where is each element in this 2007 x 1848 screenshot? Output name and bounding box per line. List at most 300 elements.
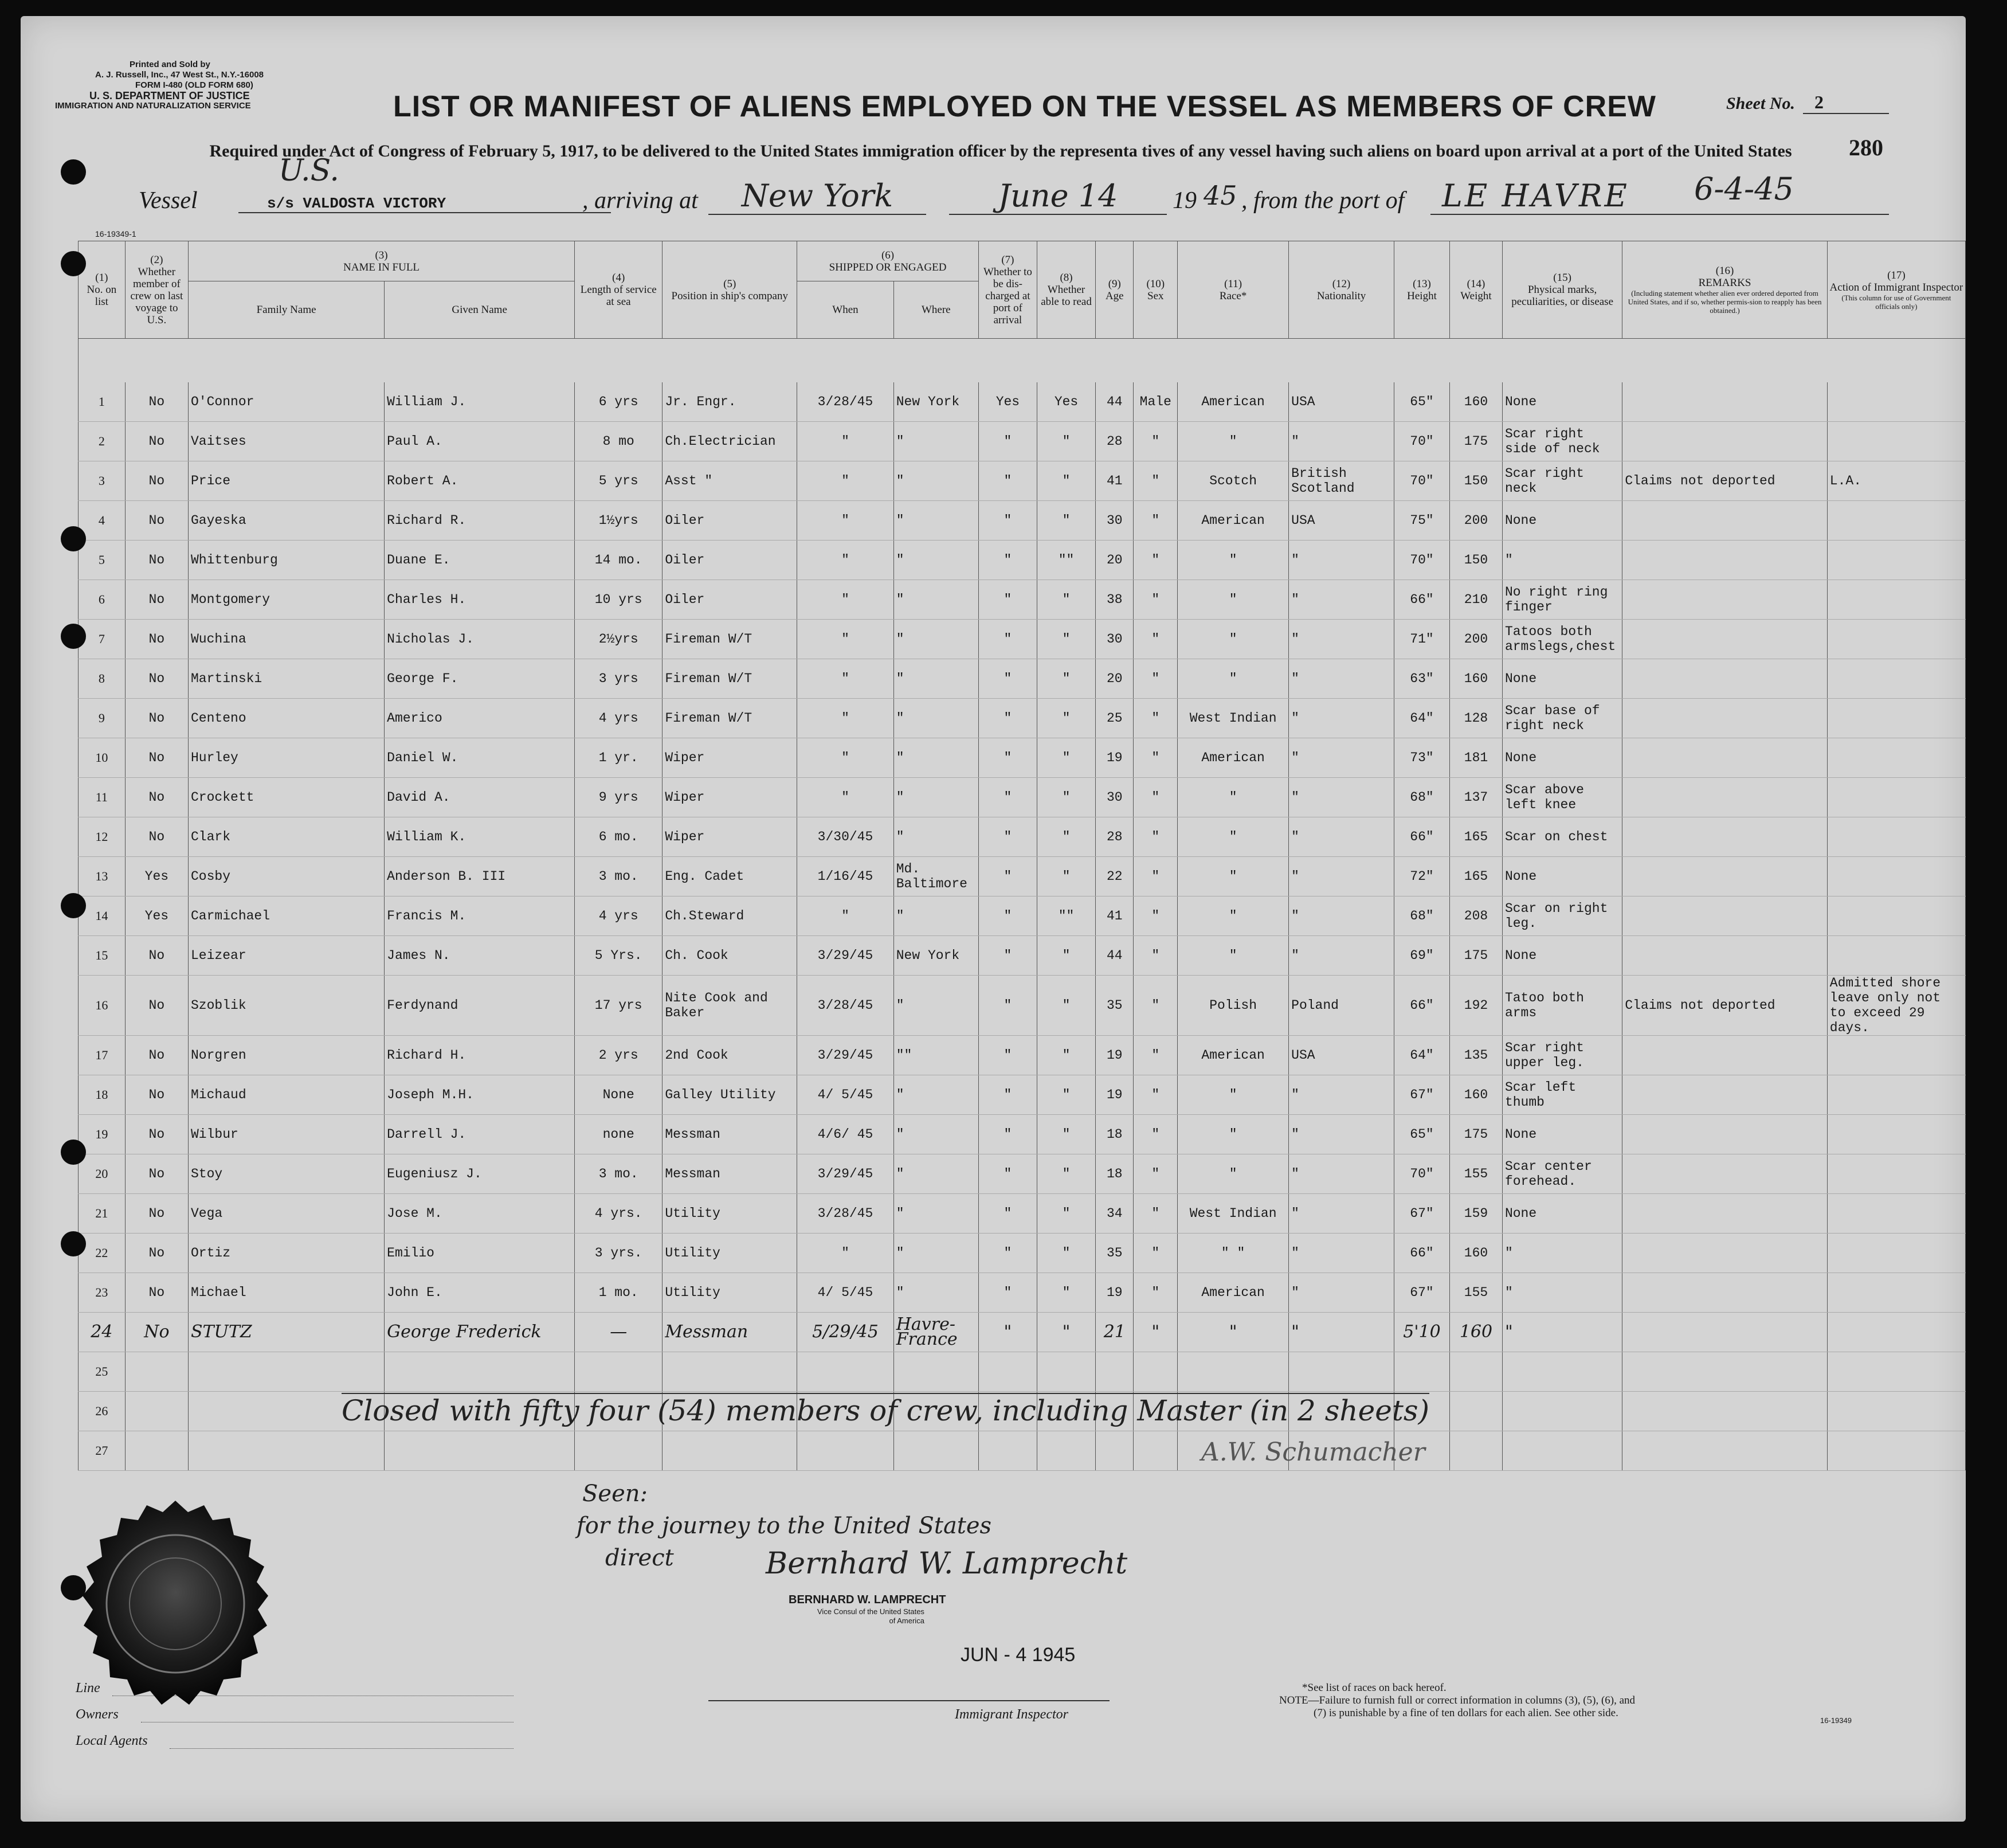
cell-age: 44 xyxy=(1096,382,1134,422)
cell-inspector-action xyxy=(1827,1035,1965,1075)
cell-previous-voyage: No xyxy=(125,1233,188,1273)
departure-port: LE HAVRE xyxy=(1430,178,1889,215)
cell-position: Ch.Electrician xyxy=(663,421,797,461)
cell-previous-voyage: No xyxy=(125,738,188,777)
cell-row-number: 1 xyxy=(79,382,126,422)
cell-able-to-read: " xyxy=(1037,698,1095,738)
cell-inspector-action: L.A. xyxy=(1827,461,1965,500)
cell-service-length: 3 yrs. xyxy=(575,1233,663,1273)
cell-remarks xyxy=(1622,1035,1827,1075)
cell-shipped-when xyxy=(797,1352,894,1391)
cell-physical-marks: None xyxy=(1502,500,1622,540)
cell-previous-voyage: No xyxy=(125,975,188,1035)
cell-discharged: " xyxy=(978,1312,1037,1352)
col-header-discharged: (7) Whether to be dis-charged at port of arrival xyxy=(978,241,1037,339)
cell-shipped-where: "" xyxy=(893,1035,978,1075)
cell-discharged: " xyxy=(978,659,1037,698)
cell-physical-marks: Scar right neck xyxy=(1502,461,1622,500)
cell-family-name: Clark xyxy=(189,817,385,856)
cell-previous-voyage xyxy=(125,1431,188,1470)
cell-race: American xyxy=(1178,1035,1289,1075)
col-header-read: (8) Whether able to read xyxy=(1037,241,1095,339)
cell-shipped-when: 4/ 5/45 xyxy=(797,1075,894,1114)
cell-weight xyxy=(1450,1431,1503,1470)
cell-shipped-where: " xyxy=(893,1193,978,1233)
cell-physical-marks: None xyxy=(1502,1114,1622,1154)
cell-nationality: " xyxy=(1289,1233,1394,1273)
cell-position xyxy=(663,1352,797,1391)
cell-physical-marks: Scar left thumb xyxy=(1502,1075,1622,1114)
cell-weight: 150 xyxy=(1450,461,1503,500)
cell-able-to-read: " xyxy=(1037,580,1095,619)
cell-age: 35 xyxy=(1096,1233,1134,1273)
cell-age: 20 xyxy=(1096,659,1134,698)
cell-sex: " xyxy=(1134,1312,1178,1352)
cell-shipped-when: 3/29/45 xyxy=(797,1154,894,1193)
cell-shipped-when: 5/29/45 xyxy=(797,1312,894,1352)
date-stamp: JUN - 4 1945 xyxy=(961,1644,1076,1666)
cell-inspector-action xyxy=(1827,1391,1965,1431)
cell-discharged: " xyxy=(978,1273,1037,1312)
cell-row-number: 21 xyxy=(79,1193,126,1233)
publisher-line: FORM I-480 (OLD FORM 680) xyxy=(135,80,253,90)
cell-physical-marks: " xyxy=(1502,1273,1622,1312)
cell-shipped-when: 3/29/45 xyxy=(797,935,894,975)
cell-discharged: " xyxy=(978,421,1037,461)
cell-given-name: David A. xyxy=(385,777,575,817)
cell-nationality: " xyxy=(1289,1193,1394,1233)
cell-family-name: Vaitses xyxy=(189,421,385,461)
publisher-line: IMMIGRATION AND NATURALIZATION SERVICE xyxy=(55,101,251,111)
seen-line: direct xyxy=(605,1545,674,1571)
cell-weight: 200 xyxy=(1450,500,1503,540)
cell-shipped-where: " xyxy=(893,500,978,540)
cell-inspector-action xyxy=(1827,1431,1965,1470)
cell-sex: " xyxy=(1134,975,1178,1035)
crew-row xyxy=(79,580,1966,619)
crew-row xyxy=(79,817,1966,856)
cell-position: Fireman W/T xyxy=(663,659,797,698)
cell-position: Oiler xyxy=(663,540,797,580)
cell-remarks xyxy=(1622,382,1827,422)
cell-row-number: 11 xyxy=(79,777,126,817)
cell-nationality: " xyxy=(1289,1114,1394,1154)
cell-service-length: 17 yrs xyxy=(575,975,663,1035)
cell-discharged: " xyxy=(978,975,1037,1035)
cell-able-to-read: " xyxy=(1037,1233,1095,1273)
cell-given-name: Ferdynand xyxy=(385,975,575,1035)
col-header-weight: (14) Weight xyxy=(1450,241,1503,339)
cell-position: Fireman W/T xyxy=(663,619,797,659)
cell-given-name: John E. xyxy=(385,1273,575,1312)
cell-remarks xyxy=(1622,1273,1827,1312)
cell-row-number: 20 xyxy=(79,1154,126,1193)
cell-sex: " xyxy=(1134,1233,1178,1273)
cell-inspector-action xyxy=(1827,382,1965,422)
agents-label: Local Agents xyxy=(76,1733,148,1748)
cell-height: 66" xyxy=(1394,975,1449,1035)
cell-height: 70" xyxy=(1394,461,1449,500)
cell-discharged: " xyxy=(978,540,1037,580)
cell-weight: 155 xyxy=(1450,1273,1503,1312)
cell-shipped-where: " xyxy=(893,738,978,777)
punch-hole xyxy=(61,1231,86,1256)
cell-nationality: " xyxy=(1289,698,1394,738)
cell-previous-voyage: No xyxy=(125,817,188,856)
cell-physical-marks: " xyxy=(1502,1312,1622,1352)
cell-height: 70" xyxy=(1394,540,1449,580)
cell-weight: 160 xyxy=(1450,1312,1503,1352)
cell-previous-voyage: No xyxy=(125,500,188,540)
cell-sex: " xyxy=(1134,659,1178,698)
cell-shipped-where: " xyxy=(893,1154,978,1193)
crew-row xyxy=(79,1273,1966,1312)
cell-discharged: " xyxy=(978,777,1037,817)
consul-signature: Bernhard W. Lamprecht xyxy=(766,1546,1128,1581)
col-header-remarks: (16) REMARKS (Including statement whether alien ever ordered deported from United States, and if so, whether permis-sion to reapply has been obtained.) xyxy=(1622,241,1827,339)
cell-previous-voyage: No xyxy=(125,1114,188,1154)
crew-row xyxy=(79,896,1966,935)
cell-sex: " xyxy=(1134,500,1178,540)
cell-race: " xyxy=(1178,659,1289,698)
cell-remarks xyxy=(1622,540,1827,580)
cell-inspector-action xyxy=(1827,1075,1965,1114)
cell-remarks: Claims not deported xyxy=(1622,461,1827,500)
cell-able-to-read: Yes xyxy=(1037,382,1095,422)
cell-shipped-where: " xyxy=(893,817,978,856)
cell-family-name: Hurley xyxy=(189,738,385,777)
punch-hole xyxy=(61,251,86,276)
cell-physical-marks: Tatoo both arms xyxy=(1502,975,1622,1035)
legal-subtitle: Required under Act of Congress of February 5, 1917, to be delivered to the United States immigration officer by the representa tives of any vessel having such aliens on board upon arrival at a port of the United States xyxy=(209,142,1792,160)
inspector-signature-line xyxy=(708,1700,1110,1701)
vessel-prefix-handwritten: U.S. xyxy=(279,154,339,188)
cell-row-number: 6 xyxy=(79,580,126,619)
cell-physical-marks: " xyxy=(1502,540,1622,580)
cell-inspector-action xyxy=(1827,1233,1965,1273)
cell-height: 70" xyxy=(1394,421,1449,461)
cell-inspector-action xyxy=(1827,580,1965,619)
cell-previous-voyage: No xyxy=(125,777,188,817)
crew-row xyxy=(79,1035,1966,1075)
crew-row xyxy=(79,777,1966,817)
cell-given-name: Charles H. xyxy=(385,580,575,619)
cell-shipped-when: " xyxy=(797,659,894,698)
cell-physical-marks: No right ring finger xyxy=(1502,580,1622,619)
consul-title-line: of America xyxy=(889,1616,924,1625)
cell-weight: 200 xyxy=(1450,619,1503,659)
cell-position: Jr. Engr. xyxy=(663,382,797,422)
cell-age: 30 xyxy=(1096,777,1134,817)
cell-previous-voyage: No xyxy=(125,1154,188,1193)
cell-weight: 181 xyxy=(1450,738,1503,777)
cell-service-length: 8 mo xyxy=(575,421,663,461)
cell-family-name: Price xyxy=(189,461,385,500)
vessel-label: Vessel xyxy=(139,187,198,214)
cell-nationality: " xyxy=(1289,1273,1394,1312)
cell-previous-voyage: Yes xyxy=(125,856,188,896)
sheet-number-label: Sheet No. xyxy=(1726,94,1795,113)
cell-physical-marks: None xyxy=(1502,935,1622,975)
cell-age: 18 xyxy=(1096,1114,1134,1154)
col-header-nationality: (12) Nationality xyxy=(1289,241,1394,339)
cell-physical-marks: None xyxy=(1502,738,1622,777)
cell-able-to-read xyxy=(1037,1431,1095,1470)
cell-remarks xyxy=(1622,1154,1827,1193)
crew-manifest-table xyxy=(78,241,1966,1471)
cell-physical-marks: " xyxy=(1502,1233,1622,1273)
cell-row-number: 3 xyxy=(79,461,126,500)
cell-nationality: " xyxy=(1289,856,1394,896)
cell-row-number: 2 xyxy=(79,421,126,461)
cell-sex: " xyxy=(1134,540,1178,580)
cell-discharged: " xyxy=(978,1075,1037,1114)
cell-row-number: 13 xyxy=(79,856,126,896)
cell-row-number: 16 xyxy=(79,975,126,1035)
cell-given-name: Emilio xyxy=(385,1233,575,1273)
cell-position: Utility xyxy=(663,1233,797,1273)
crew-row xyxy=(79,421,1966,461)
cell-nationality: " xyxy=(1289,817,1394,856)
cell-row-number: 22 xyxy=(79,1233,126,1273)
cell-age xyxy=(1096,1431,1134,1470)
cell-position: Eng. Cadet xyxy=(663,856,797,896)
cell-height: 67" xyxy=(1394,1193,1449,1233)
cell-family-name: O'Connor xyxy=(189,382,385,422)
cell-previous-voyage: No xyxy=(125,1035,188,1075)
cell-physical-marks xyxy=(1502,1391,1622,1431)
cell-able-to-read: " xyxy=(1037,461,1095,500)
cell-sex xyxy=(1134,1352,1178,1391)
cell-weight: 160 xyxy=(1450,659,1503,698)
crew-row xyxy=(79,935,1966,975)
cell-position: Messman xyxy=(663,1312,797,1352)
cell-sex: " xyxy=(1134,698,1178,738)
cell-previous-voyage: No xyxy=(125,461,188,500)
cell-shipped-when: " xyxy=(797,540,894,580)
cell-service-length: 5 Yrs. xyxy=(575,935,663,975)
cell-position: Ch.Steward xyxy=(663,896,797,935)
cell-discharged: " xyxy=(978,500,1037,540)
cell-given-name: George Frederick xyxy=(385,1312,575,1352)
cell-physical-marks: Scar right side of neck xyxy=(1502,421,1622,461)
cell-discharged: " xyxy=(978,817,1037,856)
cell-weight: 165 xyxy=(1450,817,1503,856)
cell-able-to-read: " xyxy=(1037,817,1095,856)
cell-service-length: 6 yrs xyxy=(575,382,663,422)
cell-age: 41 xyxy=(1096,461,1134,500)
cell-shipped-where: " xyxy=(893,421,978,461)
cell-race: " xyxy=(1178,896,1289,935)
immigrant-inspector-label: Immigrant Inspector xyxy=(955,1707,1068,1722)
cell-shipped-where: " xyxy=(893,580,978,619)
cell-given-name: Darrell J. xyxy=(385,1114,575,1154)
cell-remarks xyxy=(1622,1114,1827,1154)
publisher-line: Printed and Sold by xyxy=(130,60,210,69)
crew-row xyxy=(79,1193,1966,1233)
cell-physical-marks xyxy=(1502,1352,1622,1391)
cell-weight: 159 xyxy=(1450,1193,1503,1233)
page-title: LIST OR MANIFEST OF ALIENS EMPLOYED ON THE VESSEL AS MEMBERS OF CREW xyxy=(393,90,1656,123)
cell-sex: " xyxy=(1134,1114,1178,1154)
cell-race: West Indian xyxy=(1178,1193,1289,1233)
cell-family-name: STUTZ xyxy=(189,1312,385,1352)
cell-service-length: 1 yr. xyxy=(575,738,663,777)
cell-shipped-when: " xyxy=(797,1233,894,1273)
cell-position: Utility xyxy=(663,1273,797,1312)
cell-race: " xyxy=(1178,421,1289,461)
cell-age: 18 xyxy=(1096,1154,1134,1193)
cell-inspector-action xyxy=(1827,856,1965,896)
cell-able-to-read: " xyxy=(1037,1312,1095,1352)
cell-shipped-where: " xyxy=(893,1273,978,1312)
cell-remarks xyxy=(1622,580,1827,619)
cell-row-number: 5 xyxy=(79,540,126,580)
cell-remarks xyxy=(1622,421,1827,461)
cell-service-length: 3 mo. xyxy=(575,1154,663,1193)
cell-inspector-action xyxy=(1827,1273,1965,1312)
cell-family-name: Centeno xyxy=(189,698,385,738)
consular-seal-image xyxy=(66,1495,284,1713)
cell-weight: 175 xyxy=(1450,935,1503,975)
cell-inspector-action xyxy=(1827,540,1965,580)
cell-position: Ch. Cook xyxy=(663,935,797,975)
cell-shipped-where: " xyxy=(893,659,978,698)
cell-race: American xyxy=(1178,382,1289,422)
cell-discharged: " xyxy=(978,856,1037,896)
cell-inspector-action xyxy=(1827,659,1965,698)
cell-inspector-action xyxy=(1827,935,1965,975)
cell-sex: " xyxy=(1134,817,1178,856)
cell-discharged: " xyxy=(978,1233,1037,1273)
cell-service-length: 3 yrs xyxy=(575,659,663,698)
cell-inspector-action: Admitted shore leave only not to exceed 29 days. xyxy=(1827,975,1965,1035)
cell-remarks xyxy=(1622,1391,1827,1431)
cell-given-name: Richard R. xyxy=(385,500,575,540)
cell-discharged: " xyxy=(978,1035,1037,1075)
cell-age: 19 xyxy=(1096,738,1134,777)
crew-row xyxy=(79,856,1966,896)
cell-row-number: 15 xyxy=(79,935,126,975)
cell-age: 22 xyxy=(1096,856,1134,896)
cell-height: 71" xyxy=(1394,619,1449,659)
cell-discharged xyxy=(978,1352,1037,1391)
seen-line: Seen: xyxy=(582,1481,648,1507)
cell-given-name: James N. xyxy=(385,935,575,975)
cell-nationality: " xyxy=(1289,580,1394,619)
cell-weight: 135 xyxy=(1450,1035,1503,1075)
cell-nationality: " xyxy=(1289,777,1394,817)
cell-shipped-where: " xyxy=(893,619,978,659)
cell-shipped-where: " xyxy=(893,1075,978,1114)
cell-nationality: " xyxy=(1289,1154,1394,1193)
cell-physical-marks: Scar center forehead. xyxy=(1502,1154,1622,1193)
cell-race: American xyxy=(1178,738,1289,777)
cell-physical-marks: Scar above left knee xyxy=(1502,777,1622,817)
cell-sex: " xyxy=(1134,421,1178,461)
cell-height: 68" xyxy=(1394,777,1449,817)
cell-able-to-read: " xyxy=(1037,777,1095,817)
cell-weight: 160 xyxy=(1450,1233,1503,1273)
cell-service-length xyxy=(575,1352,663,1391)
cell-inspector-action xyxy=(1827,1114,1965,1154)
publisher-imprint xyxy=(44,60,264,111)
cell-shipped-when: 3/29/45 xyxy=(797,1035,894,1075)
cell-able-to-read: "" xyxy=(1037,896,1095,935)
cell-race: " xyxy=(1178,817,1289,856)
cell-service-length: 4 yrs. xyxy=(575,1193,663,1233)
footnote xyxy=(1279,1682,1635,1720)
cell-service-length: 4 yrs xyxy=(575,698,663,738)
cell-family-name: Wilbur xyxy=(189,1114,385,1154)
cell-weight: 160 xyxy=(1450,382,1503,422)
cell-row-number: 17 xyxy=(79,1035,126,1075)
cell-nationality: " xyxy=(1289,1312,1394,1352)
punch-hole xyxy=(61,893,86,918)
cell-inspector-action xyxy=(1827,500,1965,540)
cell-race: Polish xyxy=(1178,975,1289,1035)
cell-height: 66" xyxy=(1394,580,1449,619)
cell-family-name: Michaud xyxy=(189,1075,385,1114)
col-header-shipped: (6) SHIPPED OR ENGAGED xyxy=(797,241,979,281)
cell-shipped-when: " xyxy=(797,777,894,817)
cell-service-length: 10 yrs xyxy=(575,580,663,619)
cell-race: " xyxy=(1178,1312,1289,1352)
cell-age: 34 xyxy=(1096,1193,1134,1233)
cell-sex: " xyxy=(1134,935,1178,975)
cell-height: 66" xyxy=(1394,817,1449,856)
cell-shipped-when: " xyxy=(797,421,894,461)
cell-remarks xyxy=(1622,935,1827,975)
cell-sex: " xyxy=(1134,1193,1178,1233)
cell-given-name: Daniel W. xyxy=(385,738,575,777)
cell-position: Wiper xyxy=(663,738,797,777)
cell-sex: " xyxy=(1134,619,1178,659)
cell-shipped-when: 3/28/45 xyxy=(797,975,894,1035)
cell-given-name: Richard H. xyxy=(385,1035,575,1075)
agents-field xyxy=(170,1748,513,1749)
cell-height: 65" xyxy=(1394,382,1449,422)
cell-service-length: 9 yrs xyxy=(575,777,663,817)
cell-remarks xyxy=(1622,856,1827,896)
cell-shipped-when: " xyxy=(797,619,894,659)
cell-position: Messman xyxy=(663,1114,797,1154)
punch-hole xyxy=(61,526,86,551)
cell-remarks xyxy=(1622,1312,1827,1352)
cell-service-length: none xyxy=(575,1114,663,1154)
cell-row-number: 12 xyxy=(79,817,126,856)
cell-shipped-when: " xyxy=(797,461,894,500)
cell-discharged: " xyxy=(978,619,1037,659)
cell-age: 28 xyxy=(1096,421,1134,461)
cell-shipped-where: " xyxy=(893,461,978,500)
cell-family-name: Whittenburg xyxy=(189,540,385,580)
cell-height: 68" xyxy=(1394,896,1449,935)
cell-race: American xyxy=(1178,500,1289,540)
crew-row xyxy=(79,461,1966,500)
cell-physical-marks: None xyxy=(1502,659,1622,698)
cell-physical-marks: Scar on chest xyxy=(1502,817,1622,856)
stamp-number: 280 xyxy=(1849,135,1883,160)
inspector-signature: A.W. Schumacher xyxy=(1201,1438,1425,1467)
cell-remarks xyxy=(1622,500,1827,540)
cell-given-name: Duane E. xyxy=(385,540,575,580)
cell-height: 75" xyxy=(1394,500,1449,540)
sheet-number: 2 xyxy=(1803,92,1889,114)
cell-discharged xyxy=(978,1431,1037,1470)
cell-family-name: Montgomery xyxy=(189,580,385,619)
cell-discharged: " xyxy=(978,461,1037,500)
